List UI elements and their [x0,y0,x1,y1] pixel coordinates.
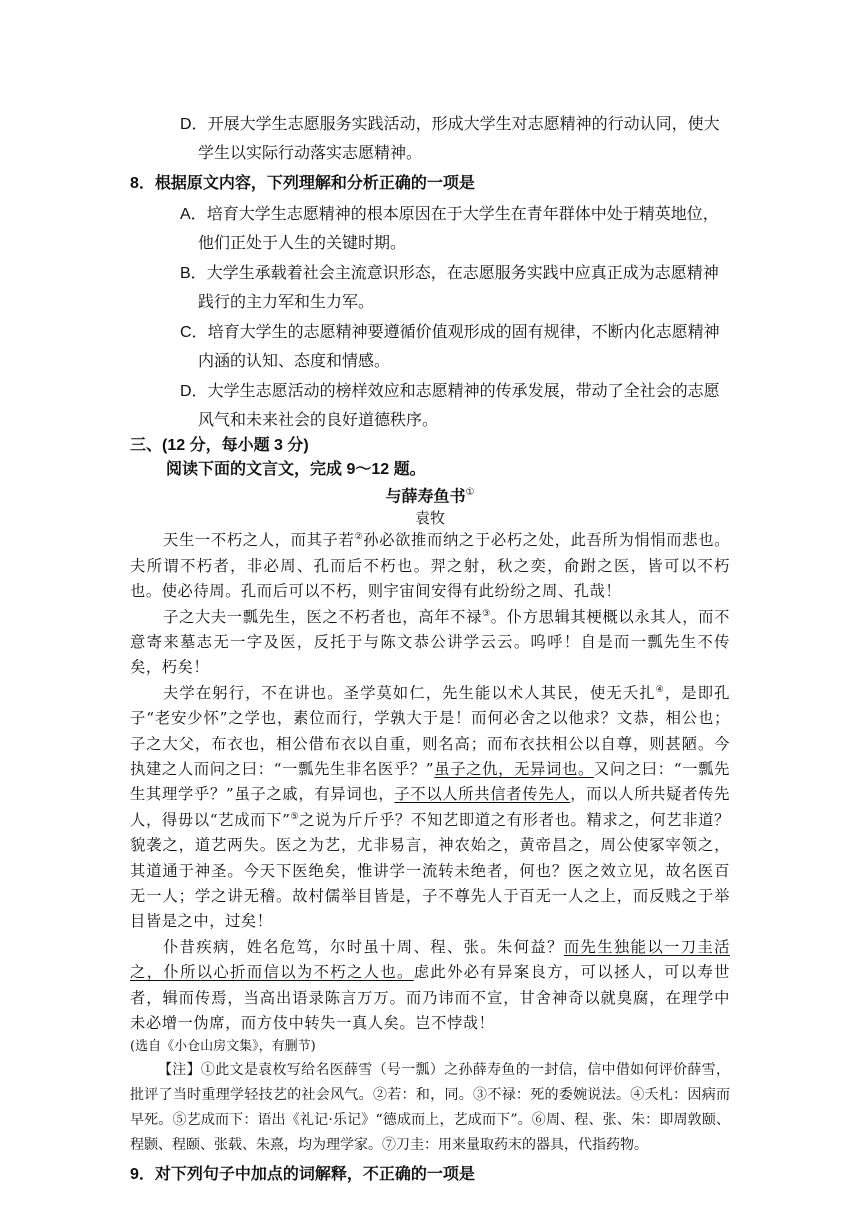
footnote-marker: ① [465,487,475,498]
passage-title-text: 与薛寿鱼书 [385,488,466,506]
passage-author: 袁牧 [414,509,445,528]
text-run: 虑此外必有异案良方，可以拯人，可以寿世者，辑而传焉，当高出语录陈言万万。而乃讳而不宣，甘舍神奇以就臭腐，在理学中未必增一伪席，而方伎中转失一真人矣。岂不悖哉！ [130,963,730,1033]
text-run: ，是即孔子“老安少怀”之学也，素位而行，学孰大于是！而何必舍之以他求？文恭，相公也；子之大父，布衣也，相公借布衣以自重，则名高；而布衣扶相公以自尊，则甚陋。今执建之人而问之曰：“一瓢先生非名医乎？” [130,683,730,778]
option-text: 大学生志愿活动的榜样效应和志愿精神的传承发展，带动了全社会的志愿风气和未来社会的良好道德秩序。 [198,381,720,429]
passage-paragraph-1 [130,528,730,604]
option-text: 培育大学生志愿精神的根本原因在于大学生在青年群体中处于精英地位，他们正处于人生的关键时期。 [198,204,719,252]
text-run: ，而以人所共疑者传先人，得毋以“艺成而下” [130,785,730,829]
option-text: 大学生承载着社会主流意识形态，在志愿服务实践中应真正成为志愿精神践行的主力军和生力军。 [198,263,719,311]
classical-passage [130,528,730,1036]
text-run: 天生一不朽之人，而其子若 [163,531,355,550]
passage-source: (选自《小仓山房文集》，有删节) [130,1039,316,1055]
text-run: 夫学在躬行，不在讲也。圣学莫如仁，先生能以术人其民，使无夭扎 [163,683,656,702]
text-run: 孙必欲推而纳之于必朽之处，此吾所为悁悁而悲也。夫所谓不朽者，非必周、孔而后不朽也。羿之射，秋之奕，俞跗之医，皆可以不朽也。使必待周。孔而后可以不朽，则宇宙间安得有此纷纷之周、孔哉！ [130,531,731,601]
text-run: 之说为斤斤乎？不知艺即道之有形者也。精求之，何艺非道？貌袭之，道艺两失。医之为艺，尤非易言，神农始之，黄帝昌之，周公使冢宰领之，其道通于神圣。今天下医绝矣，惟讲学一流转未绝者，何也？医之效立见，故名医百无一人；学之讲无稽。故村儒举目皆是，子不尊先人于百无一人之上，而反贱之于举目皆是之中，过矣！ [130,810,730,931]
text-run: 。仆方思辑其梗概以永其人，而不意寄来墓志无一字及医，反托于与陈文恭公讲学云云。呜呼！自是而一瓢先生不传矣，朽矣！ [130,607,730,677]
passage-paragraph-4 [130,935,730,1037]
footnote-marker: ③ [482,608,491,619]
option-text: 培育大学生的志愿精神要遵循价值观形成的固有规律，不断内化志愿精神内涵的认知、态度和情感。 [198,322,720,370]
text-run: 仆昔疾病，姓名危笃，尔时虽十周、程、张。朱何益？ [163,937,564,956]
footnote-marker: ② [354,532,364,543]
passage-title [130,482,730,508]
section-3-instruction: 阅读下面的文言文，完成 9～12 题。 [166,461,426,478]
q8-option-a [148,200,730,257]
q8-option-d [148,377,730,434]
text-run: 又问之曰：“一瓢先生其理学乎？”虽子之戚，有异词也， [130,759,730,804]
question-9-stem: 9．对下列句子中加点的词解释，不正确的一项是 [130,1166,475,1184]
question-8-stem: 8．根据原文内容，下列理解和分析正确的一项是 [130,175,475,192]
option-label: A． [180,206,207,223]
q8-option-c [148,318,730,375]
section-3-heading: 三、(12 分，每小题 3 分) [130,437,309,454]
passage-notes: 【注】①此文是袁枚写给名医薛雪（号一瓢）之孙薛寿鱼的一封信，信中借如何评价薛雪，批评了当时重理学轻技艺的社会风气。②若：和，同。③不禄：死的委婉说法。④夭札：因病而早死。⑤艺成而下：语出《礼记·乐记》“德成而上，艺成而下”。⑥周、程、张、朱：即周敦颐、程颢、程颐、张载、朱熹，均为理学家。⑦刀圭：用来量取药末的器具，代指药物。 [130,1062,730,1154]
option-label: D． [180,116,208,133]
q8-option-b [148,259,730,316]
underlined-sentence-3: 而先生独能以一刀圭活之，仆所以心折而信以为不朽之人也。 [130,937,730,982]
footnote-marker: ④ [655,684,665,695]
option-text: 开展大学生志愿服务实践活动，形成大学生对志愿精神的行动认同，使大学生以实际行动落实志愿精神。 [198,114,720,162]
option-label: B． [180,265,207,282]
text-run: 子之大夫一瓢先生，医之不朽者也，高年不禄 [163,607,483,626]
q7-option-d [148,110,730,167]
passage-paragraph-3 [130,681,730,935]
footnote-marker: ⑤ [290,811,300,822]
passage-paragraph-2 [130,605,730,681]
underlined-sentence-1: 虽子之仇，无异词也。 [434,759,594,778]
option-label: C． [180,324,208,341]
underlined-sentence-2: 子不以人所共信者传先人 [394,785,571,804]
option-label: D． [180,383,208,400]
